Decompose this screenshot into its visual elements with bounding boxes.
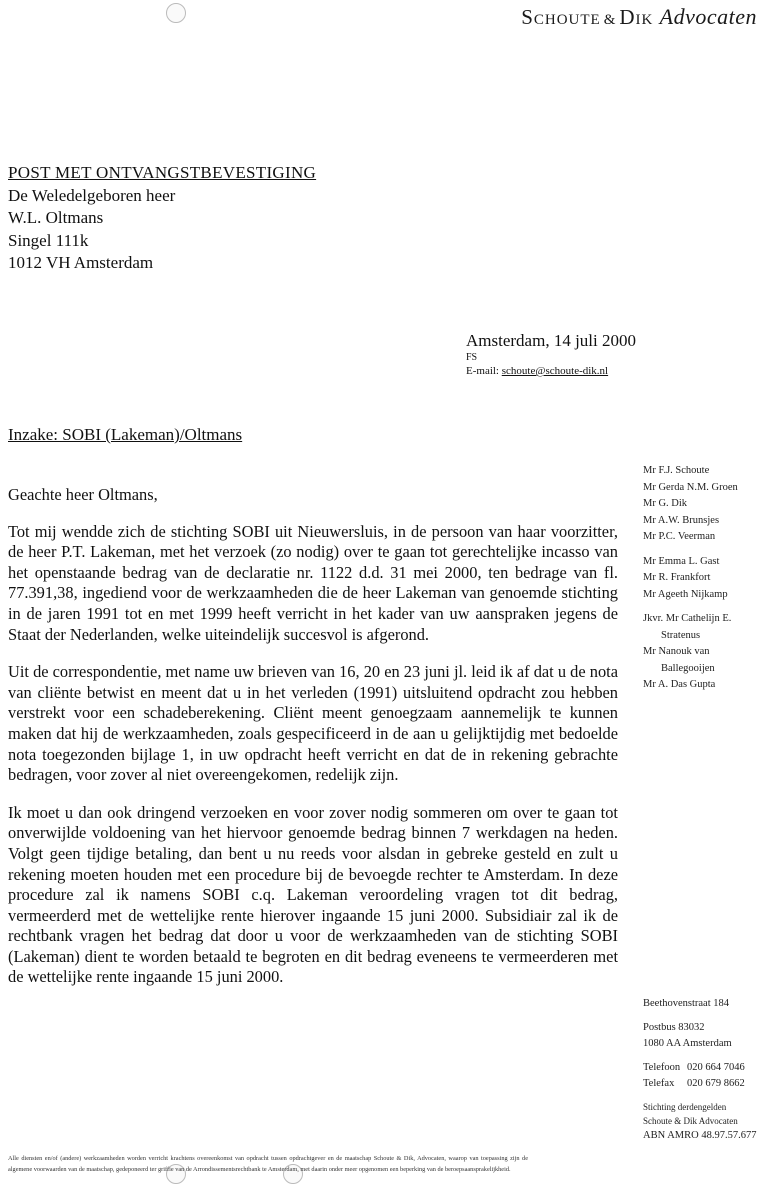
firm-name: Schoute <box>521 5 601 29</box>
firm-name-2: Dik <box>619 5 654 29</box>
firm-ampersand: & <box>603 12 617 28</box>
phone-label: Telefoon <box>643 1062 681 1073</box>
partner-name: Mr F.J. Schoute <box>643 465 710 476</box>
partner-name: Mr R. Frankfort <box>643 572 711 583</box>
email-link[interactable]: schoute@schoute-dik.nl <box>501 365 609 377</box>
foundation-label: Stichting derdengelden <box>643 1102 727 1112</box>
firm-tagline: Advocaten <box>659 4 757 29</box>
fax-label: Telefax <box>643 1078 675 1089</box>
mail-type: POST MET ONTVANGSTBEVESTIGING <box>8 163 317 182</box>
foundation-name: Schoute & Dik Advocaten <box>643 1116 738 1126</box>
bank-account: ABN AMRO 48.97.57.677 <box>643 1130 757 1141</box>
phone-number: 020 664 7046 <box>687 1062 745 1073</box>
salutation: Geachte heer Oltmans, <box>8 485 158 504</box>
footer-disclaimer: Alle diensten en/of (andere) werkzaamheden worden verricht krachtens overeenkomst van opdracht tussen opdrachtgever en de maatschap Schoute & Dik, Advocaten, waarop van toepassing zijn de algemene voorwaarden van de maatschap, gedeponeerd ter griffie van de Arrondissementsrechtbank te Amsterdam, met daarin onder meer opgenomen een beperking van de beroepsaansprakelijkheid. <box>8 1155 528 1173</box>
email-label: E-mail: <box>466 365 499 377</box>
fax-number: 020 679 8662 <box>687 1078 745 1089</box>
address-line: Singel 111k <box>8 230 89 250</box>
body-paragraph: Ik moet u dan ook dringend verzoeken en voor zover nodig sommeren om over te gaan tot onverwijlde voldoening van het hiervoor genoemde bedrag binnen 7 werkdagen na heden. Volgt geen tijdige betaling, dan bent u nu reeds voor alsdan in gebreke gesteld en zult u rekening moeten houden met een procedure bij de bevoegde rechter te Amsterdam. In deze procedure zal ik namens SOBI c.q. Lakeman veroordeling vragen tot dit bedrag, vermeerderd met de wettelijke rente hierover ingaande 15 juni 2000. Subsidiair zal ik de rechtbank vragen het bedrag dat door u voor de werkzaamheden van de stichting SOBI (Lakeman) dient te worden betaald te begroten en dit bedrag eveneens te vermeerderen met de wettelijke rente ingaande 15 juni 2000. <box>8 802 618 987</box>
partner-name: Ballegooijen <box>661 662 715 674</box>
office-phone <box>643 1060 756 1076</box>
office-fax <box>643 1076 756 1092</box>
partners-list <box>643 463 738 694</box>
letter-date: Amsterdam, 14 juli 2000 <box>466 331 636 350</box>
punch-hole-top <box>166 3 186 23</box>
office-postcode: 1080 AA Amsterdam <box>643 1038 732 1049</box>
letter-body <box>8 485 618 1005</box>
address-line: 1012 VH Amsterdam <box>8 253 154 272</box>
body-paragraph: Uit de correspondentie, met name uw brieven van 16, 20 en 23 juni jl. leid ik af dat u de nota van cliënte betwist en meent dat u in het verleden (1991) uitsluitend opdracht zou hebben verstrekt voor een schadeberekening. Cliënt meent genoegzaam aannemelijk te kunnen maken dat hij de werkzaamheden, zoals gespecificeerd in de aan u gelijktijdig met bedoelde nota toegezonden bijlage 1, in uw opdracht heeft verricht en dat de in rekening gebrachte bedragen, voor zover al niet overeengekomen, redelijk zijn. <box>8 662 618 785</box>
office-postbus: Postbus 83032 <box>643 1022 705 1033</box>
partner-name: Mr Ageeth Nijkamp <box>643 588 728 600</box>
letterhead-logo <box>521 4 757 30</box>
partner-name: Mr A. Das Gupta <box>643 679 716 690</box>
partner-name: Mr Nanouk van <box>643 646 710 657</box>
address-line: De Weledelgeboren heer <box>8 185 176 205</box>
partner-name: Mr G. Dik <box>643 498 688 509</box>
partner-name: Stratenus <box>661 629 701 641</box>
partner-name: Mr Gerda N.M. Groen <box>643 481 738 493</box>
email-line <box>466 364 636 379</box>
partner-name: Mr P.C. Veerman <box>643 531 716 542</box>
date-block <box>466 330 636 379</box>
address-line: W.L. Oltmans <box>8 208 104 227</box>
office-street: Beethovenstraat 184 <box>643 998 730 1009</box>
author-initials: FS <box>466 352 478 363</box>
subject-line: Inzake: SOBI (Lakeman)/Oltmans <box>8 425 243 444</box>
partner-name: Mr Emma L. Gast <box>643 555 720 567</box>
office-details <box>643 996 756 1144</box>
partner-name: Jkvr. Mr Cathelijn E. <box>643 613 732 624</box>
recipient-address <box>8 162 316 275</box>
body-paragraph: Tot mij wendde zich de stichting SOBI uit Nieuwersluis, in de persoon van haar voorzitter, de heer P.T. Lakeman, met het verzoek (zo nodig) over te gaan tot gerechtelijke incasso van het openstaande bedrag van de declaratie nr. 1122 d.d. 31 mei 2000, ten bedrage van fl. 77.391,38, ingediend voor de werkzaamheden die de heer Lakeman van genoemde stichting in de jaren 1991 tot en met 1999 heeft verricht in het kader van uw aanspraken jegens de Staat der Nederlanden, welke uiteindelijk succesvol is afgerond. <box>8 521 618 644</box>
partner-name: Mr A.W. Brunsjes <box>643 514 720 526</box>
